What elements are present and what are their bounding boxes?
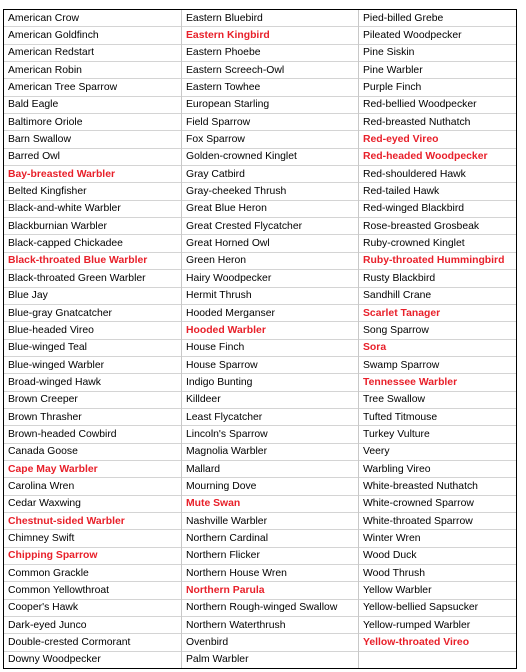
table-cell: Blackburnian Warbler	[4, 218, 181, 235]
table-cell: Cooper's Hawk	[4, 600, 181, 617]
table-cell: House Finch	[182, 340, 358, 357]
table-cell: American Tree Sparrow	[4, 79, 181, 96]
table-cell: Downy Woodpecker	[8, 654, 101, 666]
table-cell: Scarlet Tanager	[359, 305, 516, 322]
table-cell: American Goldfinch	[4, 27, 181, 44]
table-cell: Canada Goose	[4, 444, 181, 461]
table-cell: Brown Creeper	[4, 392, 181, 409]
table-cell: Mute Swan	[182, 496, 358, 513]
table-cell: Veery	[359, 444, 516, 461]
table-cell: Song Sparrow	[359, 322, 516, 339]
table-cell: Turkey Vulture	[359, 426, 516, 443]
table-cell: Cape May Warbler	[4, 461, 181, 478]
table-cell: Palm Warbler	[186, 654, 249, 666]
table-cell: Blue-headed Vireo	[4, 322, 181, 339]
table-cell: Barn Swallow	[4, 131, 181, 148]
table-cell: Northern Rough-winged Swallow	[182, 600, 358, 617]
table-cell: Common Grackle	[4, 565, 181, 582]
table-cell: Rusty Blackbird	[359, 270, 516, 287]
table-cell: Red-breasted Nuthatch	[359, 114, 516, 131]
table-cell: Sandhill Crane	[359, 288, 516, 305]
table-cell: Wood Duck	[359, 548, 516, 565]
table-cell: Red-winged Blackbird	[359, 201, 516, 218]
table-cell: Field Sparrow	[182, 114, 358, 131]
table-cell: Pine Siskin	[359, 45, 516, 62]
table-cell: Black-and-white Warbler	[4, 201, 181, 218]
table-cell: Northern Cardinal	[182, 530, 358, 547]
table-cell: Lincoln's Sparrow	[182, 426, 358, 443]
table-column-1	[4, 10, 181, 668]
table-cell: Eastern Screech-Owl	[182, 62, 358, 79]
table-cell: Eastern Phoebe	[182, 45, 358, 62]
table-cell: Tree Swallow	[359, 392, 516, 409]
table-cell: European Starling	[182, 97, 358, 114]
table-cell: Baltimore Oriole	[4, 114, 181, 131]
table-cell: Carolina Wren	[4, 478, 181, 495]
table-cell: House Sparrow	[182, 357, 358, 374]
table-cell: Belted Kingfisher	[4, 183, 181, 200]
table-cell: Winter Wren	[359, 530, 516, 547]
table-cell: Fox Sparrow	[182, 131, 358, 148]
table-cell: Hermit Thrush	[182, 288, 358, 305]
table-cell: Great Blue Heron	[182, 201, 358, 218]
table-cell: American Redstart	[4, 45, 181, 62]
table-cell: Bay-breasted Warbler	[4, 166, 181, 183]
table-cell: Chestnut-sided Warbler	[4, 513, 181, 530]
table-cell: Tennessee Warbler	[359, 374, 516, 391]
table-cell: Great Horned Owl	[182, 235, 358, 252]
table-cell: American Robin	[4, 62, 181, 79]
table-cell: Green Heron	[182, 253, 358, 270]
table-cell: Pileated Woodpecker	[359, 27, 516, 44]
table-cell: Red-shouldered Hawk	[359, 166, 516, 183]
table-cell: Broad-winged Hawk	[4, 374, 181, 391]
table-cell: Black-throated Blue Warbler	[4, 253, 181, 270]
table-cell: Indigo Bunting	[182, 374, 358, 391]
table-cell: Hooded Merganser	[182, 305, 358, 322]
table-cell: Ruby-crowned Kinglet	[359, 235, 516, 252]
table-cell: Northern Waterthrush	[182, 617, 358, 634]
table-cell: Golden-crowned Kinglet	[182, 149, 358, 166]
table-cell: Tufted Titmouse	[359, 409, 516, 426]
table-cell: Red-tailed Hawk	[359, 183, 516, 200]
table-cell: Eastern Kingbird	[182, 27, 358, 44]
table-cell: Mallard	[182, 461, 358, 478]
table-cell: Yellow-bellied Sapsucker	[359, 600, 516, 617]
table-cell: Gray Catbird	[182, 166, 358, 183]
table-cell: Chipping Sparrow	[4, 548, 181, 565]
table-cell: Eastern Towhee	[182, 79, 358, 96]
table-cell: Common Yellowthroat	[4, 582, 181, 599]
table-cell: White-crowned Sparrow	[359, 496, 516, 513]
table-cell: Ovenbird	[182, 634, 358, 651]
table-cell: Mourning Dove	[182, 478, 358, 495]
table-cell: Nashville Warbler	[182, 513, 358, 530]
table-cell: Northern Flicker	[182, 548, 358, 565]
bird-species-table	[3, 9, 517, 669]
table-cell: Purple Finch	[359, 79, 516, 96]
table-column-3	[358, 10, 516, 668]
table-cell: American Crow	[4, 10, 181, 27]
table-column-2	[181, 10, 358, 668]
table-cell: Bald Eagle	[4, 97, 181, 114]
table-cell: Blue Jay	[4, 288, 181, 305]
table-cell: Black-capped Chickadee	[4, 235, 181, 252]
table-cell: White-breasted Nuthatch	[359, 478, 516, 495]
table-cell: Yellow-throated Vireo	[359, 634, 516, 651]
table-cell: Northern Parula	[182, 582, 358, 599]
table-cell: Black-throated Green Warbler	[4, 270, 181, 287]
table-cell: Red-eyed Vireo	[359, 131, 516, 148]
table-cell: Blue-winged Warbler	[4, 357, 181, 374]
table-cell: Warbling Vireo	[359, 461, 516, 478]
table-cell: Pine Warbler	[359, 62, 516, 79]
table-cell: Yellow Warbler	[359, 582, 516, 599]
table-cell: Sora	[359, 340, 516, 357]
table-cell: Northern House Wren	[182, 565, 358, 582]
table-cell: Red-headed Woodpecker	[359, 149, 516, 166]
table-cell: Great Crested Flycatcher	[182, 218, 358, 235]
table-cell: Red-bellied Woodpecker	[359, 97, 516, 114]
table-cell: Brown-headed Cowbird	[4, 426, 181, 443]
table-cell: Brown Thrasher	[4, 409, 181, 426]
table-cell: Cedar Waxwing	[4, 496, 181, 513]
table-cell: Killdeer	[182, 392, 358, 409]
table-cell	[359, 652, 516, 668]
table-cell: Rose-breasted Grosbeak	[359, 218, 516, 235]
table-cell: Gray-cheeked Thrush	[182, 183, 358, 200]
table-cell: Eastern Bluebird	[182, 10, 358, 27]
table-cell: Ruby-throated Hummingbird	[359, 253, 516, 270]
table-cell: Magnolia Warbler	[182, 444, 358, 461]
table-cell: Yellow-rumped Warbler	[359, 617, 516, 634]
table-cell: Blue-winged Teal	[4, 340, 181, 357]
table-cell: Chimney Swift	[4, 530, 181, 547]
table-cell: Hairy Woodpecker	[182, 270, 358, 287]
table-cell: White-throated Sparrow	[359, 513, 516, 530]
table-cell: Hooded Warbler	[182, 322, 358, 339]
table-cell: Least Flycatcher	[182, 409, 358, 426]
table-cell: Blue-gray Gnatcatcher	[4, 305, 181, 322]
table-cell: Barred Owl	[4, 149, 181, 166]
table-cell: Double-crested Cormorant	[4, 634, 181, 651]
table-cell: Pied-billed Grebe	[359, 10, 516, 27]
table-cell: Swamp Sparrow	[359, 357, 516, 374]
table-cell: Wood Thrush	[359, 565, 516, 582]
table-cell: Dark-eyed Junco	[4, 617, 181, 634]
